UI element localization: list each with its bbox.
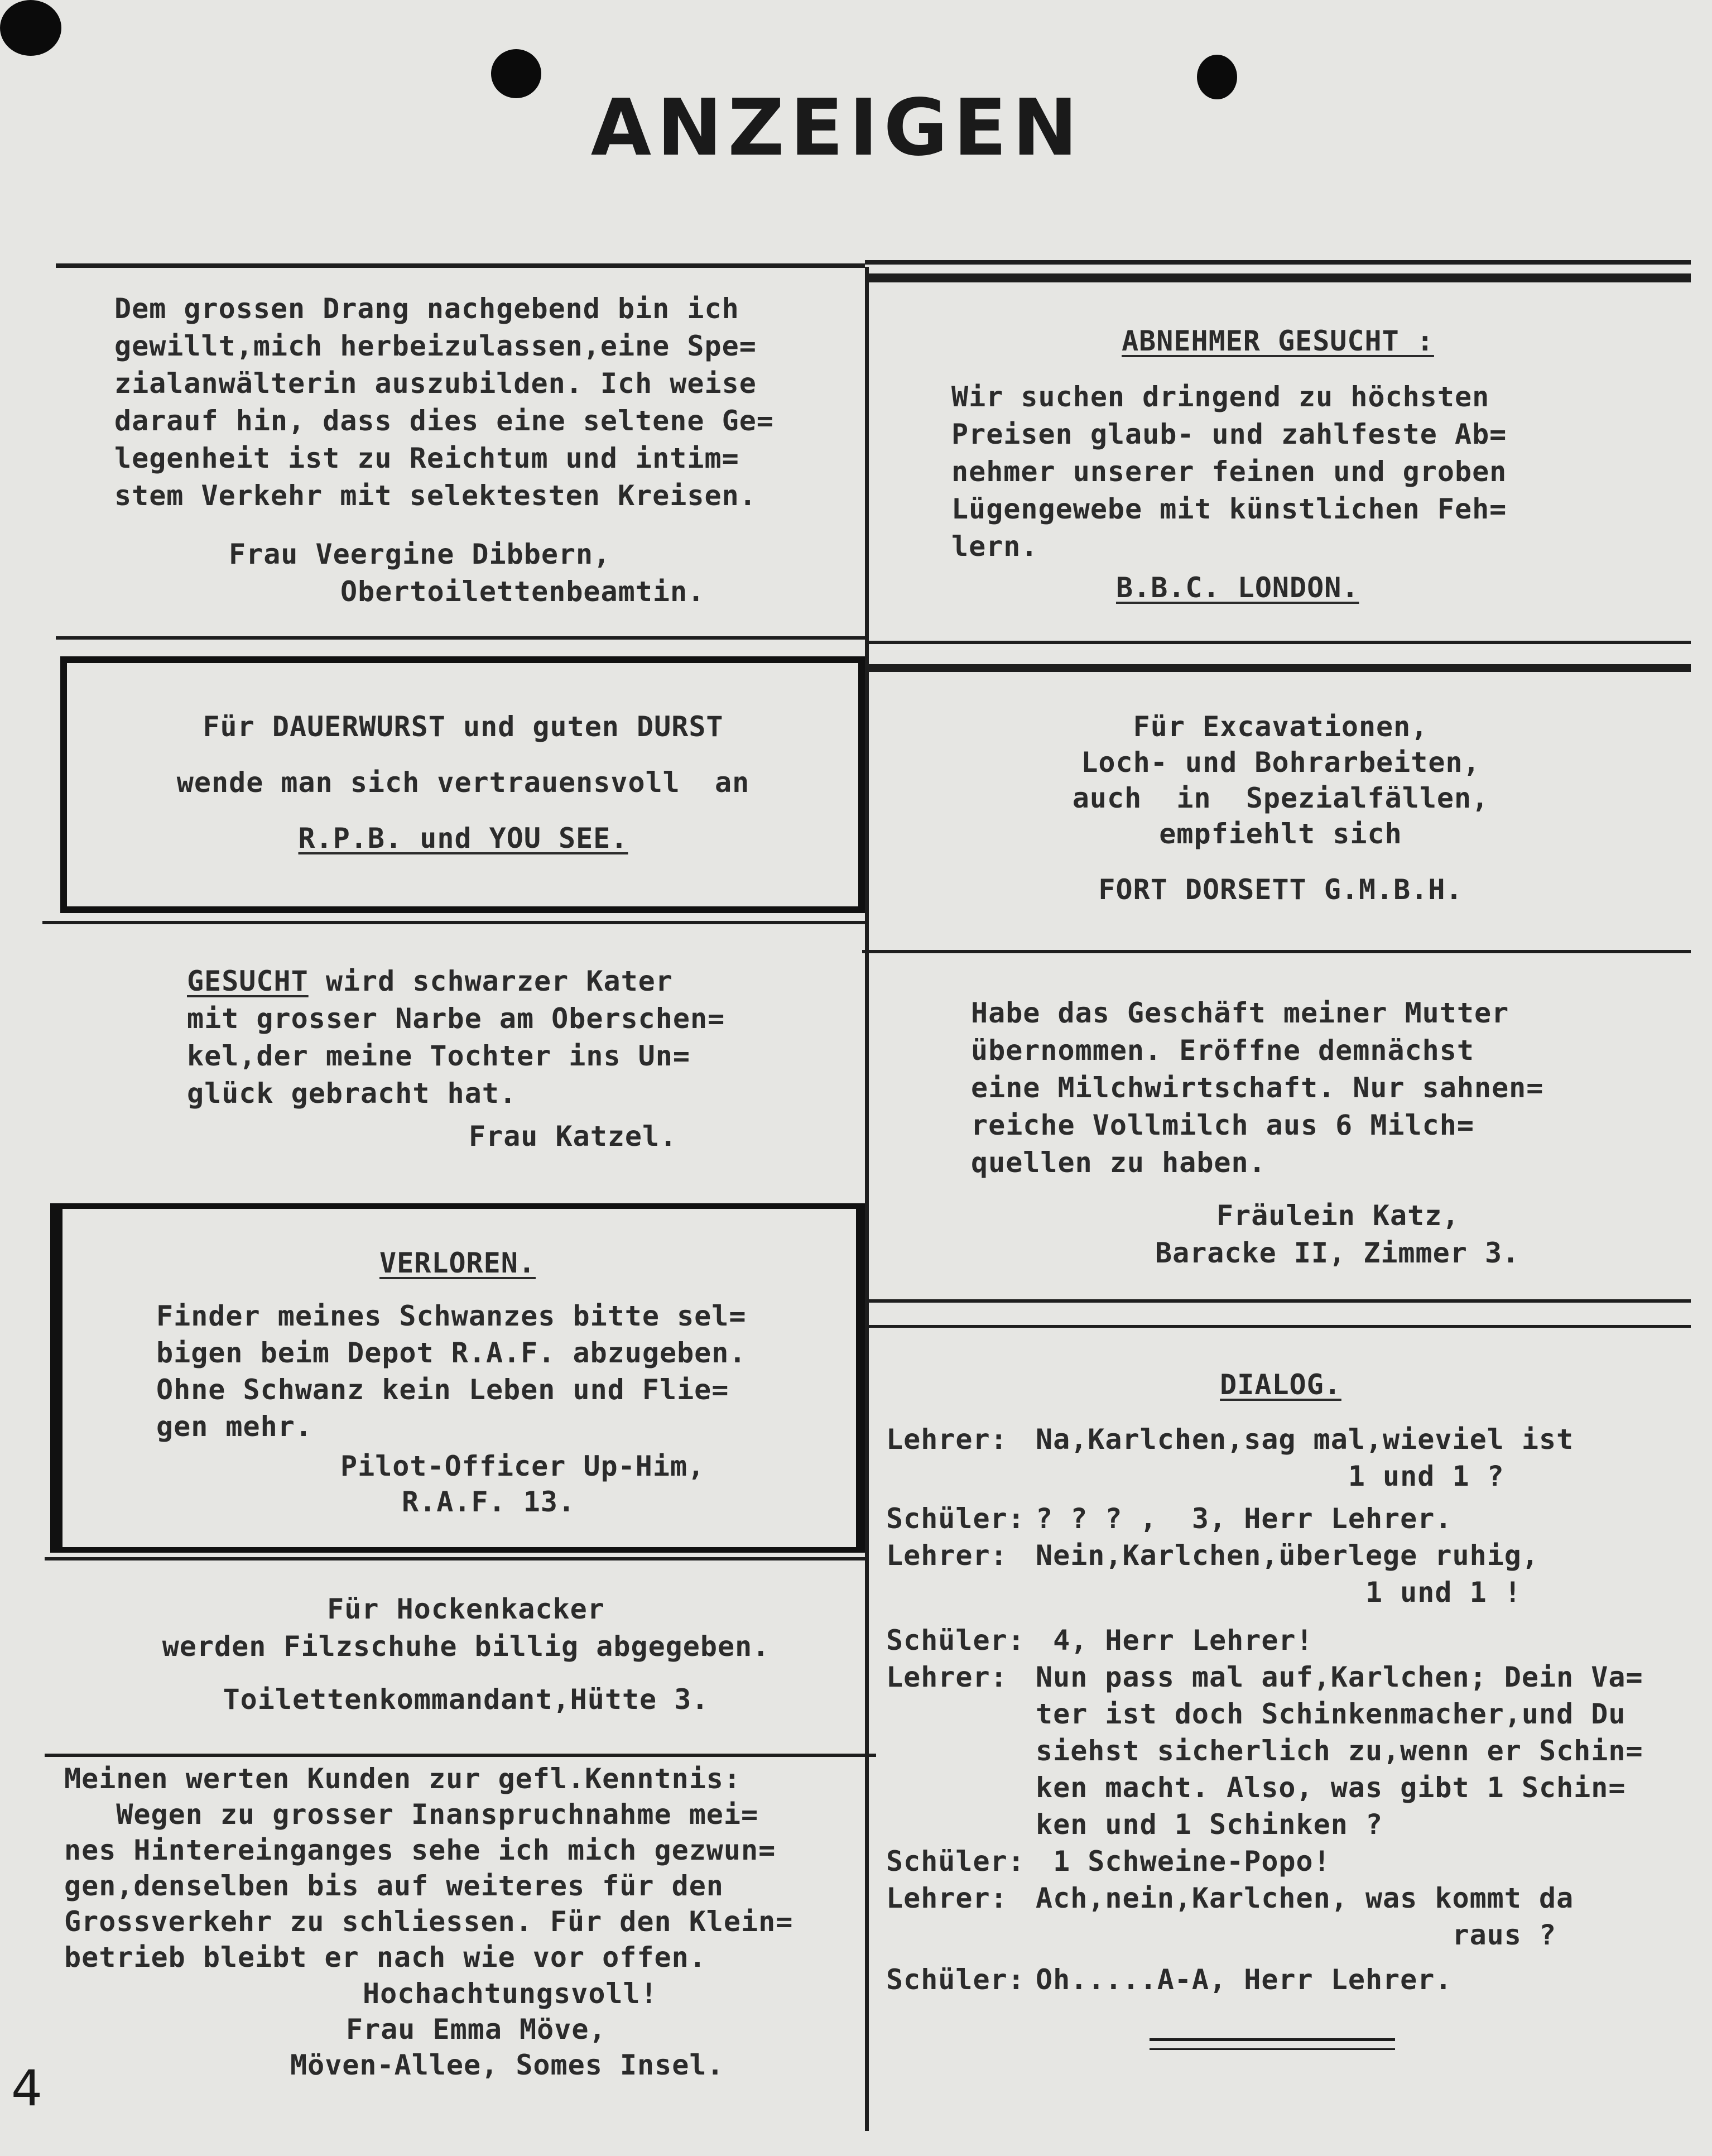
ad-text-line: Für DAUERWURST und guten DURST: [203, 710, 724, 743]
signature-title: Obertoilettenbeamtin.: [340, 575, 705, 608]
signature-name: Toilettenkommandant,Hütte 3.: [223, 1683, 709, 1716]
ad-milch: [971, 995, 1543, 1182]
ad-text-line: nes Hintereinganges sehe ich mich gezwun=: [64, 1834, 776, 1866]
dialog-speaker: Lehrer:: [886, 1661, 1008, 1693]
ad-text-line: Wegen zu grosser Inanspruchnahme mei=: [64, 1798, 759, 1831]
signature-address: Möven-Allee, Somes Insel.: [290, 2049, 724, 2081]
dialog-row: [886, 1732, 1690, 1769]
dialog-row: [886, 1574, 1690, 1611]
dialog-speaker: [886, 1458, 1036, 1495]
signature-greeting: Hochachtungsvoll!: [363, 1977, 658, 2010]
dialog-text: Oh.....A-A, Herr Lehrer.: [1036, 1963, 1453, 1996]
dialog-text: Nein,Karlchen,überlege ruhig,: [1036, 1539, 1539, 1572]
ad-dauerwurst: [84, 699, 843, 866]
signature-name: B.B.C. LONDON.: [1116, 572, 1359, 604]
ad-text-line: kel,der meine Tochter ins Un=: [187, 1040, 690, 1072]
ad-text-line: mit grosser Narbe am Oberschen=: [187, 1002, 725, 1035]
dialog-text: Na,Karlchen,sag mal,wieviel ist: [1036, 1423, 1574, 1456]
ad-drang-signature: [229, 536, 705, 611]
dialog-row: [886, 1659, 1690, 1696]
dialog-speaker: [886, 1696, 1036, 1732]
ad-excavationen: [893, 709, 1668, 907]
ad-text-line: Loch- und Bohrarbeiten,: [1081, 746, 1480, 779]
ad-verloren: [156, 1298, 747, 1445]
ad-text-line: Grossverkehr zu schliessen. Für den Klein=: [64, 1905, 794, 1938]
ad-text-line: lern.: [951, 530, 1038, 563]
dialog-speaker: [886, 1574, 1036, 1611]
ad-text-line: darauf hin, dass dies eine seltene Ge=: [114, 405, 774, 437]
dialog-text: siehst sicherlich zu,wenn er Schin=: [1036, 1735, 1643, 1767]
column-divider: [865, 267, 869, 2131]
ad-kater: [187, 963, 725, 1155]
ad-text-line: empfiehlt sich: [1159, 818, 1402, 850]
dialog-row: [886, 1880, 1690, 1917]
dialog-speaker: [886, 1769, 1036, 1806]
signature-unit: R.A.F. 13.: [402, 1486, 576, 1518]
dialog-row: [886, 1696, 1690, 1732]
ad-text-line: Wir suchen dringend zu höchsten: [951, 381, 1490, 413]
dialog-row: [886, 1421, 1690, 1458]
signature-name: Frau Veergine Dibbern,: [229, 538, 611, 570]
signature-name: FORT DORSETT G.M.B.H.: [1098, 873, 1463, 906]
ad-text-line: eine Milchwirtschaft. Nur sahnen=: [971, 1072, 1544, 1104]
rule-right-3b: [869, 1325, 1691, 1328]
dialog-speaker: [886, 1732, 1036, 1769]
ad-moeve: [64, 1761, 793, 1975]
dialog-heading: DIALOG.: [1220, 1368, 1341, 1401]
closing-rule-2: [1150, 2048, 1395, 2050]
ad-text-line: quellen zu haben.: [971, 1146, 1266, 1179]
ad-text-line: reiche Vollmilch aus 6 Milch=: [971, 1109, 1474, 1141]
ad-drang: [114, 290, 774, 515]
ad-milch-signature: [1155, 1197, 1519, 1272]
dialog-row: [886, 1500, 1690, 1537]
ad-text-line: bigen beim Depot R.A.F. abzugeben.: [156, 1337, 747, 1369]
dialog-text: 1 und 1 !: [1036, 1576, 1522, 1608]
dialog-text: ter ist doch Schinkenmacher,und Du: [1036, 1698, 1626, 1730]
ad-abnehmer: [951, 378, 1507, 565]
dialog-speaker: Schüler:: [886, 1845, 1025, 1878]
dialog-text: raus ?: [1036, 1919, 1557, 1951]
rule-right-1b: [869, 664, 1691, 672]
signature-name: Frau Emma Möve,: [346, 2013, 607, 2045]
top-rule-right: [865, 260, 1691, 265]
dialog-speaker: Schüler:: [886, 1624, 1025, 1656]
dialog-speaker: Lehrer:: [886, 1882, 1008, 1914]
dialog-row: [886, 1458, 1690, 1495]
ad-heading: ABNEHMER GESUCHT :: [1122, 325, 1434, 357]
dialog-speaker: Schüler:: [886, 1502, 1025, 1535]
dialog-text: 1 Schweine-Popo!: [1036, 1845, 1331, 1878]
ad-verloren-signature: [340, 1448, 705, 1520]
dialog-row: [886, 1806, 1690, 1843]
ad-text-line: Ohne Schwanz kein Leben und Flie=: [156, 1374, 729, 1406]
rule-right-3: [869, 1299, 1691, 1303]
dialog-row: [886, 1961, 1690, 1998]
punch-hole-top-left: [0, 0, 61, 56]
dialog-text: ken und 1 Schinken ?: [1036, 1808, 1383, 1841]
dialog-speaker: Lehrer:: [886, 1423, 1008, 1456]
punch-hole-top-center: [491, 49, 541, 98]
ad-text-line: zialanwälterin auszubilden. Ich weise: [114, 367, 757, 400]
signature-name: Pilot-Officer Up-Him,: [340, 1450, 705, 1482]
ad-text-line: Finder meines Schwanzes bitte sel=: [156, 1300, 747, 1332]
ad-moeve-signature: [290, 1976, 724, 2083]
ad-text-line: Lügengewebe mit künstlichen Feh=: [951, 493, 1507, 525]
ad-text-line: Preisen glaub- und zahlfeste Ab=: [951, 418, 1507, 450]
ad-text-line: übernommen. Eröffne demnächst: [971, 1034, 1474, 1067]
dialog-text: ken macht. Also, was gibt 1 Schin=: [1036, 1771, 1626, 1804]
dialog-text: Ach,nein,Karlchen, was kommt da: [1036, 1882, 1574, 1914]
dialog-text: 1 und 1 ?: [1036, 1460, 1504, 1492]
signature-address: Baracke II, Zimmer 3.: [1155, 1237, 1520, 1269]
dialog-row: [886, 1843, 1690, 1880]
signature-name: Frau Katzel.: [469, 1120, 677, 1153]
top-rule-right-heavy: [865, 273, 1691, 282]
dialog-row: [886, 1917, 1690, 1953]
ad-text-line: legenheit ist zu Reichtum und intim=: [114, 442, 739, 474]
ad-text-line: Meinen werten Kunden zur gefl.Kenntnis:: [64, 1763, 741, 1795]
ad-text-line: betrieb bleibt er nach wie vor offen.: [64, 1941, 706, 1973]
dialog: [886, 1421, 1690, 1998]
rule-left-3: [45, 1557, 865, 1560]
signature-name: Fräulein Katz,: [1216, 1199, 1460, 1232]
rule-right-1: [869, 641, 1691, 644]
ad-text-line: nehmer unserer feinen und groben: [951, 455, 1507, 488]
ad-text-line: werden Filzschuhe billig abgegeben.: [162, 1630, 770, 1663]
ad-text-line: gewillt,mich herbeizulassen,eine Spe=: [114, 330, 757, 362]
signature-name: R.P.B. und YOU SEE.: [298, 822, 628, 854]
dialog-text: ? ? ? , 3, Herr Lehrer.: [1036, 1502, 1453, 1535]
rule-left-4: [45, 1754, 876, 1757]
rule-left-1: [56, 636, 865, 640]
dialog-row: [886, 1537, 1690, 1574]
ad-text-line: gen,denselben bis auf weiteres für den: [64, 1870, 724, 1902]
punch-hole-top-right: [1197, 55, 1237, 99]
ad-text-line: Dem grossen Drang nachgebend bin ich: [114, 292, 739, 325]
rule-left-2: [42, 921, 865, 924]
ad-text-line: wird schwarzer Kater: [308, 965, 673, 997]
ad-verloren-heading-wrap: [67, 1245, 848, 1282]
page-title: ANZEIGEN: [590, 83, 1084, 174]
ad-text-line: auch in Spezialfällen,: [1072, 782, 1489, 814]
dialog-speaker: [886, 1917, 1036, 1953]
ad-heading: VERLOREN.: [379, 1247, 536, 1279]
ad-text-line: Für Hockenkacker: [327, 1593, 605, 1625]
dialog-speaker: Lehrer:: [886, 1539, 1008, 1572]
dialog-heading-wrap: [893, 1366, 1668, 1404]
dialog-speaker: [886, 1806, 1036, 1843]
ad-text-line: gen mehr.: [156, 1410, 312, 1443]
rule-right-2: [862, 950, 1691, 953]
dialog-text: Nun pass mal auf,Karlchen; Dein Va=: [1036, 1661, 1643, 1693]
dialog-speaker: Schüler:: [886, 1963, 1025, 1996]
ad-text-line: stem Verkehr mit selektesten Kreisen.: [114, 479, 757, 512]
top-rule-left: [56, 263, 865, 268]
dialog-row: [886, 1769, 1690, 1806]
ad-text-line: wende man sich vertrauensvoll an: [176, 766, 750, 799]
ad-heading: GESUCHT: [187, 965, 309, 997]
ad-abnehmer-signature: [1116, 569, 1359, 607]
page-number: 4: [11, 2059, 42, 2117]
dialog-row: [886, 1622, 1690, 1659]
ad-text-line: glück gebracht hat.: [187, 1077, 517, 1110]
dialog-text: 4, Herr Lehrer!: [1036, 1624, 1314, 1656]
ad-text-line: Habe das Geschäft meiner Mutter: [971, 997, 1509, 1029]
ad-abnehmer-heading-wrap: [949, 323, 1607, 360]
closing-rule: [1150, 2038, 1395, 2041]
ad-hocken: [84, 1591, 848, 1718]
ad-text-line: Für Excavationen,: [1133, 710, 1429, 743]
